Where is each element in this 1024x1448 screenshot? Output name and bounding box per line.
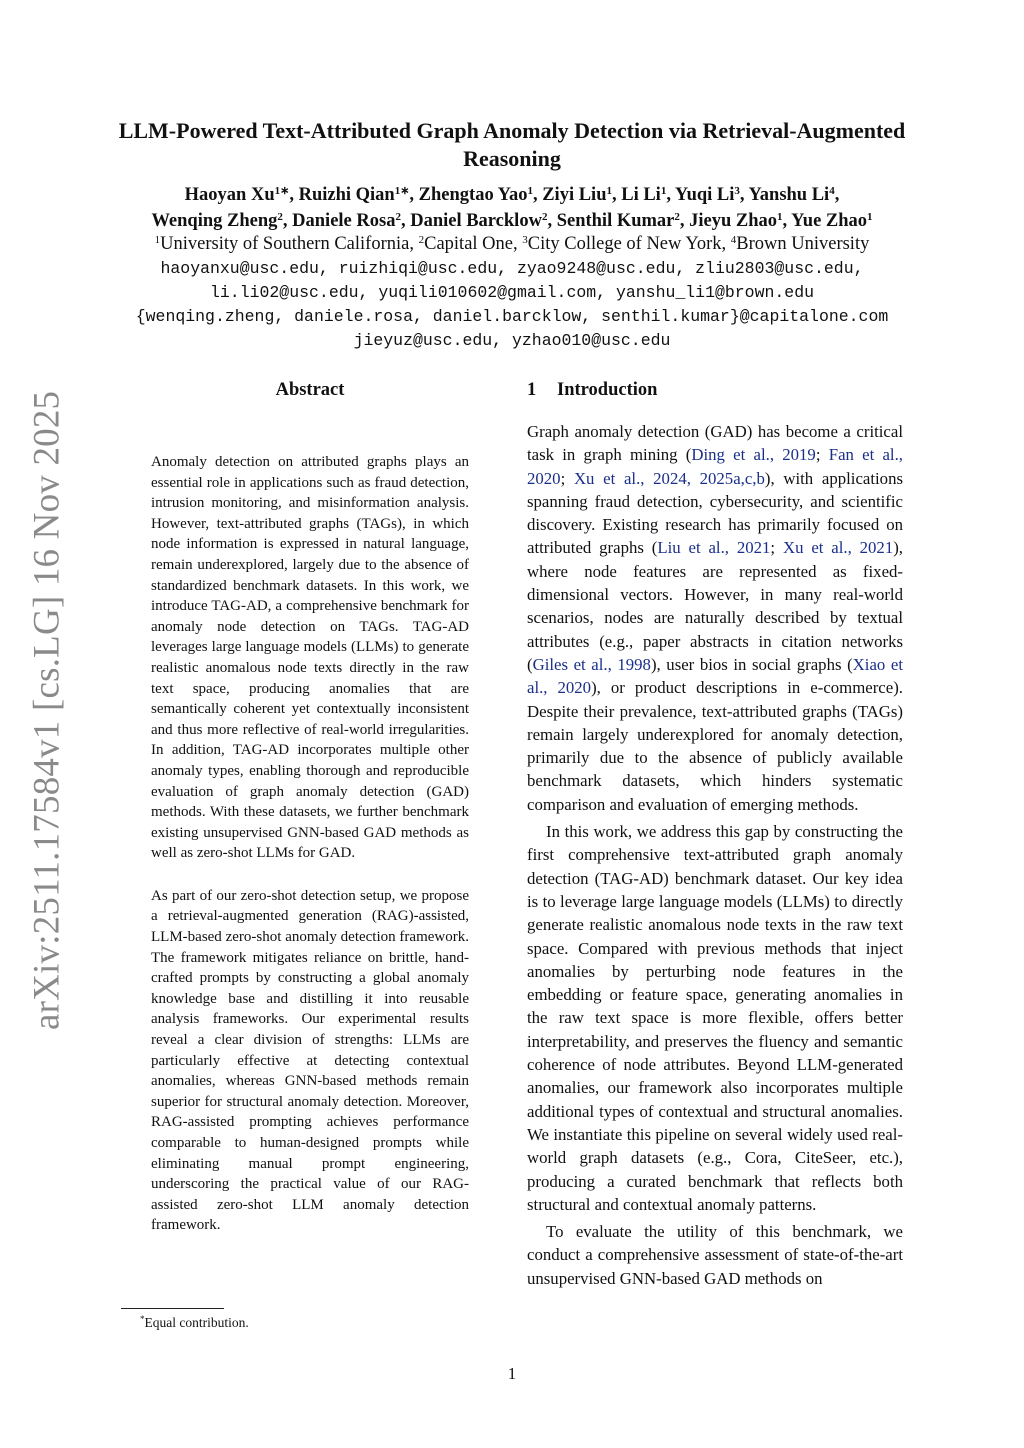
citation-link[interactable]: Xu et al., 2024, 2025a,c,b <box>573 468 765 488</box>
email-line: li.li02@usc.edu, yuqili010602@gmail.com, yanshu_li1@brown.edu <box>210 283 814 302</box>
affiliation: $^1$University of Southern California <box>154 234 410 254</box>
author: Daniele Rosa$^2$ <box>292 211 401 231</box>
affiliation: $^2$Capital One <box>418 234 513 254</box>
page-number: 1 <box>507 1364 517 1383</box>
arxiv-identifier: arXiv:2511.17584v1 [cs.LG] 16 Nov 2025 <box>26 390 68 1030</box>
author: Zhengtao Yao$^1$ <box>418 185 533 205</box>
introduction-section <box>527 378 903 1290</box>
citation-link[interactable]: Ding et al., 2019 <box>691 445 816 465</box>
author: Ziyi Liu$^1$ <box>542 185 612 205</box>
section-title: Introduction <box>557 380 658 400</box>
citation-link[interactable]: Giles et al., 1998 <box>532 654 651 674</box>
footnote: *Equal contribution. <box>140 1314 249 1330</box>
abstract-paragraph: As part of our zero-shot detection setup, we propose a retrieval-augmented generation (RAG)-assisted, LLM-based zero-shot anomaly detection framework. The framework mitigates reliance on brittle, hand-crafted prompts by constructing a global anomaly knowledge base and distilling it into reusable analysis frameworks. Our experimental results reveal a clear division of strengths: LLMs are particularly effective at detecting contextual anomalies, whereas GNN-based methods remain superior for structural anomaly detection. Moreover, RAG-assisted prompting achieves performance comparable to human-designed prompts while eliminating manual prompt engineering, underscoring the practical value of our RAG-assisted zero-shot LLM anomaly detection framework. <box>151 887 469 1234</box>
author: Wenqing Zheng$^2$ <box>151 211 283 231</box>
author: Daniel Barcklow$^2$ <box>410 211 548 231</box>
abstract-section <box>151 378 469 1236</box>
section-heading <box>527 378 903 402</box>
email-line: jieyuz@usc.edu, yzhao010@usc.edu <box>353 331 671 350</box>
intro-paragraph: To evaluate the utility of this benchmark, we conduct a comprehensive assessment of state-of-the-art unsupervised GNN-based GAD methods on <box>527 1222 903 1288</box>
email-line: haoyanxu@usc.edu, ruizhiqi@usc.edu, zyao9248@usc.edu, zliu2803@usc.edu, <box>160 259 864 278</box>
author: Senthil Kumar$^2$ <box>556 211 680 231</box>
author: Jieyu Zhao$^1$ <box>689 211 783 231</box>
author: Yue Zhao$^1$ <box>791 211 873 231</box>
arxiv-sidebar <box>12 390 82 1030</box>
citation-link[interactable]: Liu et al., 2021 <box>657 538 771 558</box>
author-list: Haoyan $Xu^{1∗}$, Ruizhi Qian$^{1∗}$, Zhengtao Yao$^1$, Ziyi Liu$^1$, Li Li$^1$, Yuqi Li$^3$, Yanshu Li$^4$, Wenqing Zheng$^2$, Daniele Rosa$^2$, Daniel Barcklow$^2$, Senthil Kumar$^2$, Jieyu Zhao$^1$, Yue Zhao$^1$ <box>151 185 873 231</box>
affiliation: $^4$Brown University <box>730 234 870 254</box>
email-line: {wenqing.zheng, daniele.rosa, daniel.barcklow, senthil.kumar}@capitalone.com <box>135 307 889 326</box>
author: Ruizhi Qian$^{1∗}$ <box>298 185 410 205</box>
section-number: 1 <box>527 380 537 400</box>
citation-link[interactable]: Xiao et al., 2020 <box>527 654 903 698</box>
affiliation: $^3$City College of New York <box>522 234 722 254</box>
paper-title: LLM-Powered Text-Attributed Graph Anomaly Detection via Retrieval-Augmented Reasoning <box>118 118 906 171</box>
email-list <box>80 257 944 353</box>
author: Li Li$^1$ <box>621 185 667 205</box>
author: Yanshu Li$^4$ <box>748 185 835 205</box>
abstract-paragraph: Anomaly detection on attributed graphs plays an essential role in applications such as fraud detection, intrusion monitoring, and misinformation analysis. However, text-attributed graphs (TAGs), in which node information is expressed in natural language, remain underexplored, largely due to the absence of standardized benchmark datasets. In this work, we introduce TAG-AD, a comprehensive benchmark for anomaly node detection on TAGs. TAG-AD leverages large language models (LLMs) to generate realistic anomalous node texts directly in the raw text space, producing anomalies that are semantically coherent yet contextually inconsistent and thus more reflective of real-world irregularities. In addition, TAG-AD incorporates multiple other anomaly types, enabling thorough and reproducible evaluation of graph anomaly detection (GAD) methods. With these datasets, we further benchmark existing unsupervised GNN-based GAD methods as well as zero-shot LLMs for GAD. <box>151 454 469 862</box>
intro-paragraph: Graph anomaly detection (GAD) has become a critical task in graph mining (Ding et al., 2019; Fan et al., 2020; Xu et al., 2024, 2025a,c,b), with applications spanning fraud detection, cybersecurity, and scientific discovery. Existing research has primarily focused on attributed graphs (Liu et al., 2021; Xu et al., 2021), where node features are represented as fixed-dimensional vectors. However, in many real-world scenarios, nodes are naturally described by textual attributes (e.g., paper abstracts in citation networks (Giles et al., 1998), user bios in social graphs (Xiao et al., 2020), or product descriptions in e-commerce). Despite their prevalence, text-attributed graphs (TAGs) remain largely underexplored for anomaly detection, primarily due to the absence of publicly available benchmark datasets, which hinders systematic comparison and evaluation of emerging methods. <box>527 422 904 814</box>
author: Yuqi Li$^3$ <box>674 185 740 205</box>
intro-paragraph: In this work, we address this gap by constructing the first comprehensive text-attributed graph anomaly detection (TAG-AD) benchmark dataset. Our key idea is to leverage large language models (LLMs) to directly generate realistic anomalous node texts in the raw text space. Compared with previous methods that inject anomalies by perturbing node features in the embedding or feature space, generating anomalies in the raw text space is more flexible, offers better interpretability, and preserves the fluency and semantic coherence of node attributes. Beyond LLM-generated anomalies, our framework also incorporates multiple additional types of contextual and structural anomalies. We instantiate this pipeline on several widely used real-world graph datasets (e.g., Cora, CiteSeer, etc.), producing a curated benchmark that reflects both structural and contextual anomaly patterns. <box>527 822 903 1214</box>
abstract-heading: Abstract <box>275 380 345 400</box>
citation-link[interactable]: Xu et al., 2021 <box>782 538 894 558</box>
affiliation-list: $^1$University of Southern California, $^2$Capital One, $^3$City College of New York, $^4$Brown University <box>154 234 870 254</box>
footnote-divider <box>121 1308 224 1309</box>
author: Haoyan $Xu^{1∗}$ <box>184 185 290 205</box>
citation-link[interactable]: Fan et al., 2020 <box>527 445 903 488</box>
